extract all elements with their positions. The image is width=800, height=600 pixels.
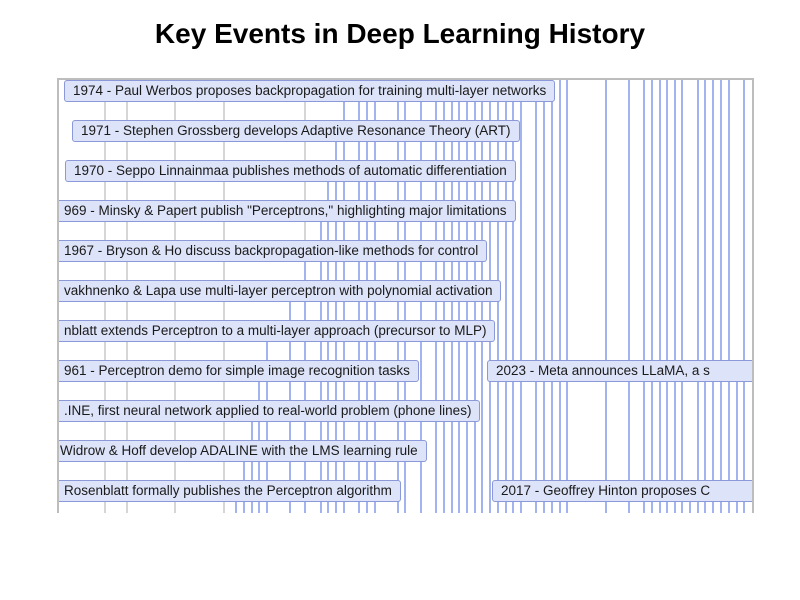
timeline-plot [57,78,754,513]
event-stem-line [235,502,237,513]
event-label: 1974 - Paul Werbos proposes backpropagation for training multi-layer networks [64,80,555,102]
year-line [566,80,568,513]
event-stem-line [327,182,329,513]
event-stem-line [689,502,691,513]
event-label: 961 - Perceptron demo for simple image recognition tasks [57,360,419,382]
event-label: Widrow & Hoff develop ADALINE with the LMS learning rule [57,440,427,462]
event-label: 1967 - Bryson & Ho discuss backpropagation-like methods for control [57,240,487,262]
year-line [535,80,537,513]
year-line [712,80,714,513]
event-label: 1970 - Seppo Linnainmaa publishes methods of automatic differentiation [65,160,516,182]
year-line [659,80,661,513]
year-line [728,80,730,513]
year-line [643,80,645,513]
event-label: nblatt extends Perceptron to a multi-layer approach (precursor to MLP) [57,320,495,342]
year-line [605,80,607,513]
page-title: Key Events in Deep Learning History [154,18,646,49]
event-label: 969 - Minsky & Papert publish "Perceptrons," highlighting major limitations [57,200,516,222]
event-label: vakhnenko & Lapa use multi-layer perceptron with polynomial activation [57,280,501,302]
year-line [543,80,545,513]
year-line [559,80,561,513]
event-label: 1971 - Stephen Grossberg develops Adaptive Resonance Theory (ART) [72,120,520,142]
year-line [743,80,745,513]
year-line [674,80,676,513]
event-label: 2017 - Geoffrey Hinton proposes C [492,480,754,502]
year-line [512,80,514,513]
year-line [666,80,668,513]
year-line [681,80,683,513]
year-line [697,80,699,513]
event-label: .INE, first neural network applied to real-world problem (phone lines) [57,400,480,422]
year-line [505,80,507,513]
year-line [720,80,722,513]
year-line [704,80,706,513]
event-label: Rosenblatt formally publishes the Perceptron algorithm [57,480,401,502]
year-line [551,80,553,513]
year-line [628,80,630,513]
year-line [520,80,522,513]
event-label: 2023 - Meta announces LLaMA, a s [487,360,754,382]
year-line [651,80,653,513]
